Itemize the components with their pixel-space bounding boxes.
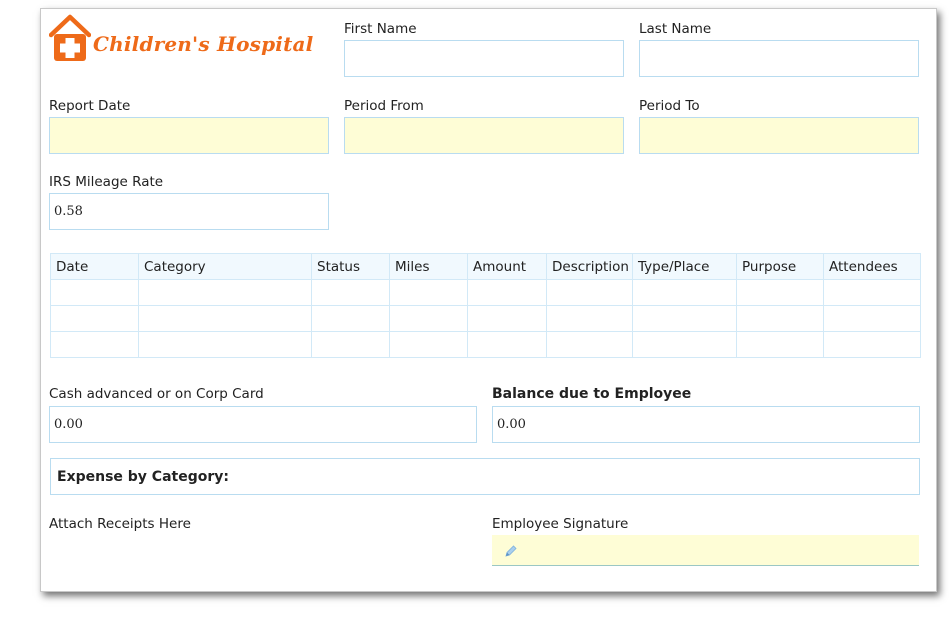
first-name-label: First Name [344, 21, 417, 37]
table-cell[interactable] [468, 332, 547, 358]
cash-advanced-input[interactable]: 0.00 [49, 406, 477, 443]
table-cell[interactable] [824, 332, 921, 358]
expense-by-category-section [50, 458, 920, 495]
table-cell[interactable] [737, 306, 824, 332]
table-cell[interactable] [51, 306, 139, 332]
table-cell[interactable] [139, 332, 312, 358]
period-from-label: Period From [344, 98, 424, 114]
table-cell[interactable] [824, 280, 921, 306]
irs-mileage-rate-label: IRS Mileage Rate [49, 174, 164, 190]
expense-table [50, 253, 921, 358]
last-name-input[interactable] [639, 40, 919, 77]
table-cell[interactable] [737, 280, 824, 306]
expense-report-form [40, 8, 937, 592]
last-name-label: Last Name [639, 21, 712, 37]
report-date-label: Report Date [49, 98, 131, 114]
table-cell[interactable] [633, 280, 737, 306]
expense-by-category-label: Expense by Category: [57, 469, 229, 485]
attach-receipts-label: Attach Receipts Here [49, 516, 191, 532]
first-name-input[interactable] [344, 40, 624, 77]
table-row [51, 306, 921, 332]
table-cell[interactable] [468, 306, 547, 332]
table-cell[interactable] [737, 332, 824, 358]
table-cell[interactable] [51, 332, 139, 358]
table-cell[interactable] [312, 280, 390, 306]
table-cell[interactable] [547, 306, 633, 332]
hospital-house-icon [49, 14, 91, 62]
table-cell[interactable] [468, 280, 547, 306]
table-cell[interactable] [824, 306, 921, 332]
table-cell[interactable] [390, 280, 468, 306]
column-header-miles[interactable]: Miles [390, 254, 468, 280]
column-header-status[interactable]: Status [312, 254, 390, 280]
table-cell[interactable] [139, 280, 312, 306]
table-cell[interactable] [547, 280, 633, 306]
column-header-amount[interactable]: Amount [468, 254, 547, 280]
column-header-category[interactable]: Category [139, 254, 312, 280]
table-cell[interactable] [390, 306, 468, 332]
period-from-input[interactable] [344, 117, 624, 154]
period-to-input[interactable] [639, 117, 919, 154]
table-cell[interactable] [633, 306, 737, 332]
employee-signature-field[interactable] [492, 535, 919, 566]
column-header-attendees[interactable]: Attendees [824, 254, 921, 280]
hospital-logo [49, 14, 329, 66]
table-cell[interactable] [390, 332, 468, 358]
table-cell[interactable] [312, 306, 390, 332]
balance-due-input[interactable]: 0.00 [492, 406, 920, 443]
logo-text: Children's Hospital [93, 32, 314, 56]
cash-advanced-label: Cash advanced or on Corp Card [49, 386, 264, 402]
column-header-type-place[interactable]: Type/Place [633, 254, 737, 280]
pencil-icon [504, 544, 518, 558]
table-cell[interactable] [51, 280, 139, 306]
balance-due-label: Balance due to Employee [492, 386, 692, 402]
table-row [51, 280, 921, 306]
table-cell[interactable] [139, 306, 312, 332]
period-to-label: Period To [639, 98, 700, 114]
employee-signature-label: Employee Signature [492, 516, 629, 532]
table-row [51, 332, 921, 358]
column-header-purpose[interactable]: Purpose [737, 254, 824, 280]
column-header-description[interactable]: Description [547, 254, 633, 280]
table-cell[interactable] [633, 332, 737, 358]
table-cell[interactable] [312, 332, 390, 358]
column-header-date[interactable]: Date [51, 254, 139, 280]
irs-mileage-rate-input[interactable]: 0.58 [49, 193, 329, 230]
table-cell[interactable] [547, 332, 633, 358]
report-date-input[interactable] [49, 117, 329, 154]
table-header-row [51, 254, 921, 280]
